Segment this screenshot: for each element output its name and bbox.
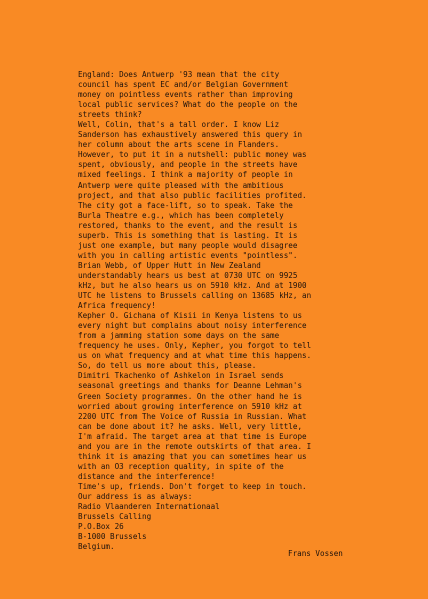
letter-line: I'm afraid. The target area at that time is Europe bbox=[78, 431, 307, 441]
letter-line: worried about growing interference on 5910 kHz at bbox=[78, 401, 303, 411]
letter-line: Radio Vlaanderen Internationaal bbox=[78, 502, 220, 512]
letter-line: council has spent EC and/or Belgian Government bbox=[78, 80, 289, 90]
letter-line: understandably hears us best at 0730 UTC on 9925 bbox=[78, 270, 298, 280]
letter-line: project, and that also public facilities profited. bbox=[78, 190, 307, 200]
letter-line: restored, thanks to the event, and the result is bbox=[78, 220, 298, 230]
letter-line: mixed feelings. I think a majority of people in bbox=[78, 170, 293, 180]
letter-line: Burla Theatre e.g., which has been completely bbox=[78, 210, 284, 220]
letter-line: Time's up, friends. Don't forget to keep in touch. bbox=[78, 481, 307, 491]
letter-line: with an O3 reception quality, in spite of the bbox=[78, 461, 284, 471]
signature: Frans Vossen bbox=[288, 549, 343, 558]
letter-line: 2200 UTC from The Voice of Russia in Russian. What bbox=[78, 411, 307, 421]
letter-line: her column about the arts scene in Flanders. bbox=[78, 140, 280, 150]
letter-line: can be done about it? he asks. Well, very little, bbox=[78, 421, 303, 431]
letter-line: us on what frequency and at what time this happens. bbox=[78, 351, 312, 361]
letter-line: P.O.Box 26 bbox=[78, 522, 124, 532]
letter-line: So, do tell us more about this, please. bbox=[78, 361, 257, 371]
letter-line: Kepher O. Gichana of Kisii in Kenya listens to us bbox=[78, 311, 303, 321]
letter-line: kHz, but he also hears us on 5910 kHz. And at 1900 bbox=[78, 280, 307, 290]
letter-line: with you in calling artistic events "pointless". bbox=[78, 250, 298, 260]
letter-line: Belgium. bbox=[78, 542, 115, 552]
letter-line: spent, obviously, and people in the streets have bbox=[78, 160, 298, 170]
letter-line: superb. This is something that is lasting. It is bbox=[78, 230, 298, 240]
letter-line: seasonal greetings and thanks for Deanne Lehman's bbox=[78, 381, 303, 391]
letter-line: distance and the interference! bbox=[78, 471, 216, 481]
letter-line: However, to put it in a nutshell: public money was bbox=[78, 150, 307, 160]
letter-body bbox=[78, 70, 396, 552]
letter-line: every night but complains about noisy interference bbox=[78, 321, 307, 331]
letter-line: think it is amazing that you can sometimes hear us bbox=[78, 451, 307, 461]
letter-line: Brian Webb, of Upper Hutt in New Zealand bbox=[78, 260, 261, 270]
letter-line: streets think? bbox=[78, 110, 143, 120]
letter-line: and you are in the remote outskirts of that area. I bbox=[78, 441, 312, 451]
letter-line: B-1000 Brussels bbox=[78, 532, 147, 542]
letter-line: UTC he listens to Brussels calling on 13685 kHz, an bbox=[78, 291, 312, 301]
letter-line: Dimitri Tkachenko of Ashkelon in Israel sends bbox=[78, 371, 284, 381]
letter-line: Our address is as always: bbox=[78, 491, 193, 501]
letter-line: England: Does Antwerp '93 mean that the city bbox=[78, 70, 280, 79]
letter-line: just one example, but many people would disagree bbox=[78, 240, 298, 250]
letter-line: Well, Colin, that's a tall order. I know Liz bbox=[78, 120, 280, 130]
letter-line: frequency he uses. Only, Kepher, you forgot to tell bbox=[78, 341, 312, 351]
letter-line: Africa frequency! bbox=[78, 301, 156, 311]
letter-line: Brussels Calling bbox=[78, 512, 152, 522]
letter-line: The city got a face-lift, so to speak. Take the bbox=[78, 200, 293, 210]
letter-line: Antwerp were quite pleased with the ambitious bbox=[78, 180, 284, 190]
letter-line: money on pointless events rather than improving bbox=[78, 90, 293, 100]
letter-line: local public services? What do the people on the bbox=[78, 100, 298, 110]
letter-line: Sanderson has exhaustively answered this query in bbox=[78, 130, 303, 140]
letter-line: Green Society programmes. On the other hand he is bbox=[78, 391, 303, 401]
letter-line: from a jamming station some days on the same bbox=[78, 331, 280, 341]
